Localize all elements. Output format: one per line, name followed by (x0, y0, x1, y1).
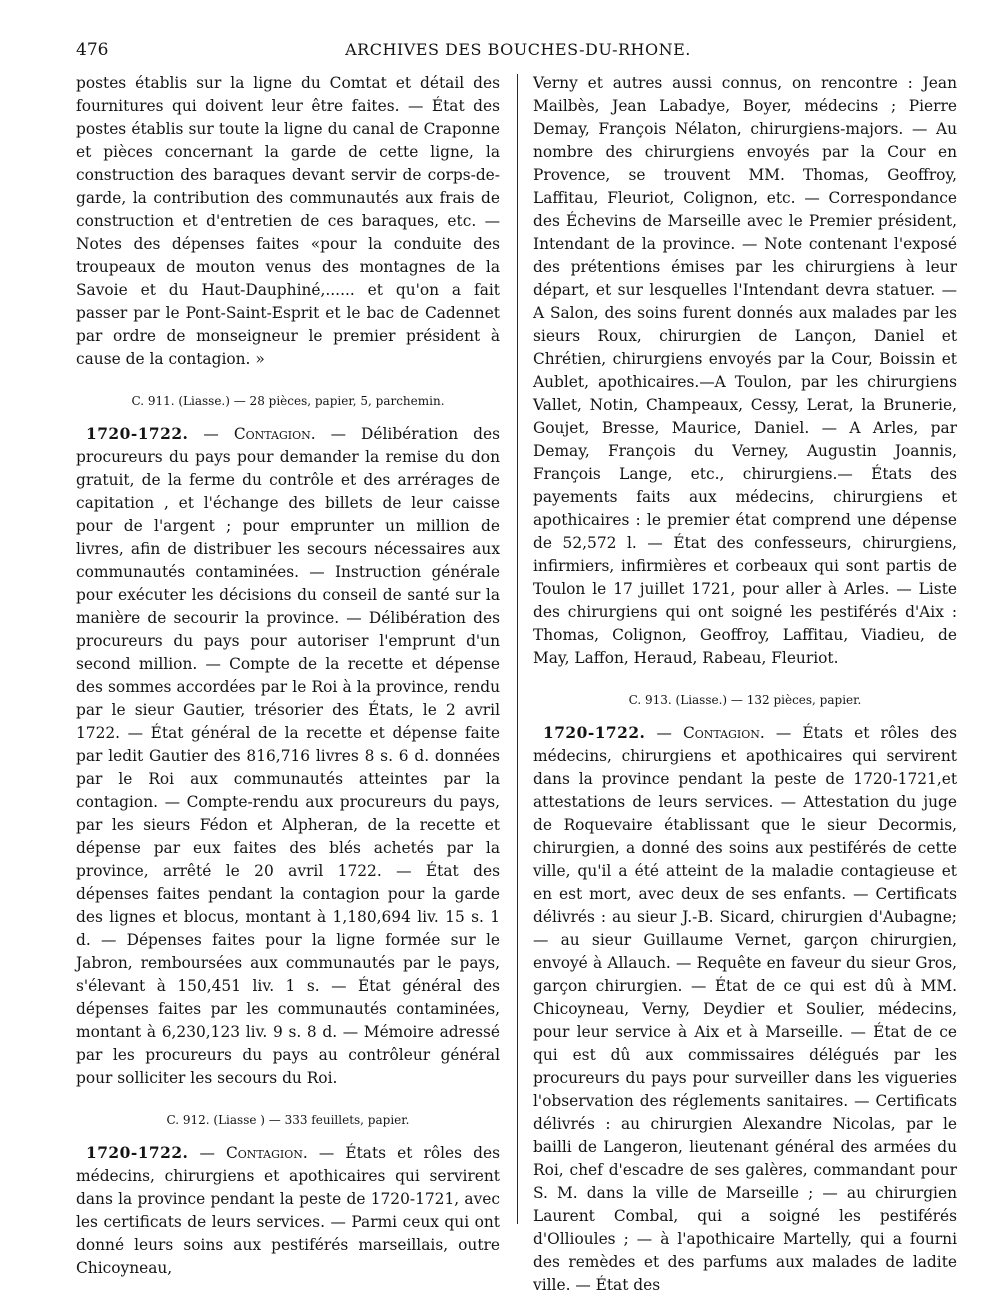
item-entry: 1720-1722. — Contagion. — États et rôles des médecins, chirurgiens et apothicaires qui servirent dans la province pendant la peste de 1720-1721,et attestations de leurs services. — Attestation du juge de Roquevaire établissant que le sieur Decormis, chirurgien, a donné des soins aux pestiférés de cette ville, qu'il a été atteint de la maladie contagieuse et en est mort, avec deux de ses enfants. — Certificats délivrés : au sieur J.-B. Sicard, chirurgien d'Aubagne; — au sieur Guillaume Vernet, garçon chirurgien, envoyé à Allauch. — Requête en faveur du sieur Gros, garçon chirurgien. — État de ce qui est dû à MM. Chicoyneau, Verny, Deydier et Soulier, médecins, pour leur service à Aix et à Marseille. — État de ce qui est dû aux commissaires délégués par les procureurs du pays pour surveiller dans les vigueries l'observation des réglements sanitaires. — Certificats délivrés : au chirurgien Alexandre Nicolas, par le bailli de Langeron, lieutenant général des armées du Roi, chef d'escadre de ses galères, commandant pour S. M. dans la ville de Marseille ; — au chirurgien Laurent Combal, qui a soigné les pestiférés d'Ollioules ; — à l'apothicaire Martelly, qui a fourni des remèdes et des parfums aux malades de ladite ville. — État des (533, 724, 957, 1294)
entry-keyword: Contagion. (233, 425, 316, 443)
column-divider (517, 74, 518, 1224)
item-reference: C. 912. (Liasse ) — 333 feuillets, papier. (166, 1113, 410, 1127)
page-number: 476 (76, 40, 109, 60)
entry-keyword: Contagion. (226, 1144, 308, 1162)
item-entry: 1720-1722. — Contagion. — États et rôles des médecins, chirurgiens et apothicaires qui servirent dans la province pendant la peste de 1720-1721, avec les certificats de leurs services. — Parmi ceux qui ont donné leurs soins aux pestiférés marseillais, outre Chicoyneau, (76, 1144, 500, 1277)
entry-date: 1720-1722. (86, 1144, 189, 1162)
running-title: ARCHIVES DES BOUCHES-DU-RHONE. (345, 40, 691, 59)
entry-keyword: Contagion. (683, 724, 765, 742)
right-column (533, 72, 957, 1297)
entry-date: 1720-1722. (86, 425, 189, 443)
item-reference: C. 913. (Liasse.) — 132 pièces, papier. (628, 693, 862, 707)
entry-body: — États et rôles des médecins, chirurgiens et apothicaires qui servirent dans la province pendant la peste de 1720-1721,et attestations de leurs services. — Attestation du juge de Roquevaire établissant que le sieur Decormis, chirurgien, a donné des soins aux pestiférés de cette ville, qu'il a été atteint de la maladie contagieuse et en est mort, avec deux de ses enfants. — Certificats délivrés : au sieur J.-B. Sicard, chirurgien d'Aubagne; — au sieur Guillaume Vernet, garçon chirurgien, envoyé à Allauch. — Requête en faveur du sieur Gros, garçon chirurgien. — État de ce qui est dû à MM. Chicoyneau, Verny, Deydier et Soulier, médecins, pour leur service à Aix et à Marseille. — État de ce qui est dû aux commissaires délégués par les procureurs du pays pour surveiller dans les vigueries l'observation des réglements sanitaires. — Certificats délivrés : au chirurgien Alexandre Nicolas, par le bailli de Langeron, lieutenant général des armées du Roi, chef d'escadre de ses galères, commandant pour S. M. dans la ville de Marseille ; — au chirurgien Laurent Combal, qui a soigné les pestiférés d'Ollioules ; — à l'apothicaire Martelly, qui a fourni des remèdes et des parfums aux malades de ladite ville. — État des (533, 724, 957, 1294)
left-column (76, 72, 500, 1280)
continued-text: postes établis sur la ligne du Comtat et détail des fournitures qui doivent leur être faites. — État des postes établis sur toute la ligne du canal de Craponne et pièces concernant la garde de cette ligne, la construction des baraques devant servir de corps-de-garde, la contribution des communautés aux frais de construction et d'entretien de ces baraques, etc. — Notes des dépenses faites «pour la conduite des troupeaux de mouton venus des montagnes de la Savoie et du Haut-Dauphiné,...... et qu'on a fait passer par le Pont-Saint-Esprit et le bac de Cadennet par ordre de monseigneur le premier président à cause de la contagion. » (76, 74, 500, 368)
item-reference: C. 911. (Liasse.) — 28 pièces, papier, 5, parchemin. (131, 394, 445, 408)
continued-text: Verny et autres aussi connus, on rencontre : Jean Mailbès, Jean Labadye, Boyer, médecins ; Pierre Demay, François Nélaton, chirurgiens-majors. — Au nombre des chirurgiens envoyés par la Cour en Provence, se trouvent MM. Thomas, Geoffroy, Laffitau, Fleuriot, Colignon, etc. — Correspondance des Échevins de Marseille avec le Premier président, Intendant de la province. — Note contenant l'exposé des prétentions émises par les chirurgiens à leur départ, et sur lesquelles l'Intendant devra statuer. — A Salon, des soins furent donnés aux malades par les sieurs Roux, chirurgien de Lançon, Daniel et Chrétien, chirurgiens envoyés par la Cour, Boissin et Aublet, apothicaires.—A Toulon, par les chirurgiens Vallet, Notin, Champeaux, Cessy, Lerat, la Brunerie, Goujet, Bresse, Maurice, Daniel. — A Arles, par Demay, François du Verney, Augustin Joannis, François Lange, etc., chirurgiens.— États des payements faits aux médecins, chirurgiens et apothicaires : le premier état comprend une dépense de 52,572 l. — État des confesseurs, chirurgiens, infirmiers, infirmières et corbeaux qui sont partis de Toulon le 17 juillet 1721, pour aller à Arles. — Liste des chirurgiens qui ont soigné les pestiférés d'Aix : Thomas, Colignon, Geoffroy, Laffitau, Viadieu, de May, Laffon, Heraud, Rabeau, Fleuriot. (533, 74, 957, 667)
entry-body: — Délibération des procureurs du pays pour demander la remise du don gratuit, de la ferme du contrôle et des arrérages de capitation , et l'échange des billets de leur caisse pour de l'argent ; pour emprunter un million de livres, afin de distribuer les secours nécessaires aux communautés contaminées. — Instruction générale pour exécuter les décisions du conseil de santé sur la manière de secourir la province. — Délibération des procureurs du pays pour autoriser l'emprunt d'un second million. — Compte de la recette et dépense des sommes accordées par le Roi à la province, rendu par le sieur Gautier, trésorier des États, le 2 avril 1722. — État général de la recette et dépense faite par ledit Gautier des 816,716 livres 8 s. 6 d. données par le Roi aux communautés atteintes par la contagion. — Compte-rendu aux procureurs du pays, par les sieurs Fédon et Alpheran, de la recette et dépense par eux faites des blés achetés par la province, arrêté le 20 avril 1722. — État des dépenses faites pendant la contagion pour la garde des lignes et blocus, montant à 1,180,694 liv. 15 s. 1 d. — Dépenses faites pour la ligne formée sur le Jabron, remboursées aux communautés par le pays, s'élevant à 150,451 liv. 1 s. — État général des dépenses faites par les communautés contaminées, montant à 6,230,123 liv. 9 s. 8 d. — Mémoire adressé par les procureurs du pays au contrôleur général pour solliciter les secours du Roi. (76, 425, 500, 1087)
item-entry: 1720-1722. — Contagion. — Délibération des procureurs du pays pour demander la remise du don gratuit, de la ferme du contrôle et des arrérages de capitation , et l'échange des billets de leur caisse pour de l'argent ; pour emprunter un million de livres, afin de distribuer les secours nécessaires aux communautés contaminées. — Instruction générale pour exécuter les décisions du conseil de santé sur la manière de secourir la province. — Délibération des procureurs du pays pour autoriser l'emprunt d'un second million. — Compte de la recette et dépense des sommes accordées par le Roi à la province, rendu par le sieur Gautier, trésorier des États, le 2 avril 1722. — État général de la recette et dépense faite par ledit Gautier des 816,716 livres 8 s. 6 d. données par le Roi aux communautés atteintes par la contagion. — Compte-rendu aux procureurs du pays, par les sieurs Fédon et Alpheran, de la recette et dépense par eux faites des blés achetés par la province, arrêté le 20 avril 1722. — État des dépenses faites pendant la contagion pour la garde des lignes et blocus, montant à 1,180,694 liv. 15 s. 1 d. — Dépenses faites pour la ligne formée sur le Jabron, remboursées aux communautés par le pays, s'élevant à 150,451 liv. 1 s. — État général des dépenses faites par les communautés contaminées, montant à 6,230,123 liv. 9 s. 8 d. — Mémoire adressé par les procureurs du pays au contrôleur général pour solliciter les secours du Roi. (76, 425, 500, 1087)
page-header (76, 40, 960, 70)
entry-date: 1720-1722. (543, 724, 646, 742)
entry-body: — États et rôles des médecins, chirurgiens et apothicaires qui servirent dans la province pendant la peste de 1720-1721, avec les certificats de leurs services. — Parmi ceux qui ont donné leurs soins aux pestiférés marseillais, outre Chicoyneau, (76, 1144, 500, 1277)
